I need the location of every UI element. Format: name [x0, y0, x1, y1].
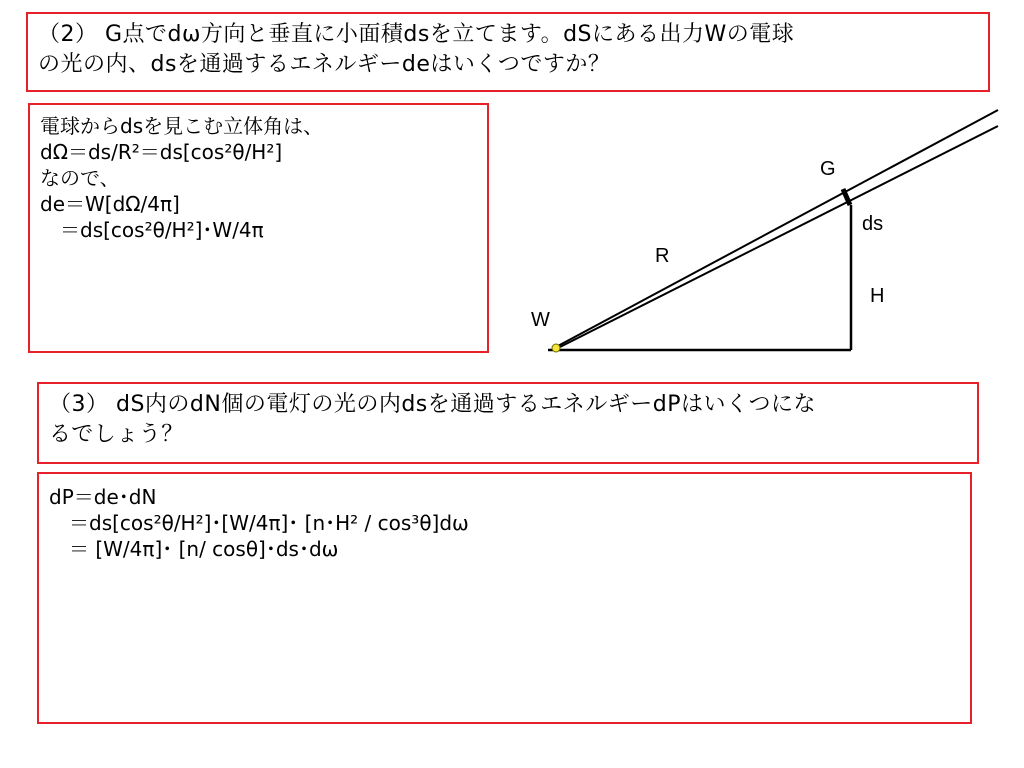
label-ds: ds: [862, 213, 884, 235]
question-3-line-2: るでしょう？: [49, 422, 184, 447]
answer-3-line-2: ＝ds[cos²θ/H²]･[W/4π]･ [n･H² / cos³θ]dω: [49, 511, 469, 535]
question-2-box: [26, 12, 990, 92]
answer-2-line-5: ＝ds[cos²θ/H²]･W/4π: [40, 218, 264, 242]
label-w: W: [531, 309, 550, 331]
answer-2-line-2: dΩ＝ds/R²＝ds[cos²θ/H²]: [40, 140, 283, 164]
answer-2-line-4: de＝W[dΩ/4π]: [40, 192, 180, 216]
label-h: H: [870, 285, 885, 307]
label-r: R: [655, 245, 670, 267]
answer-2-box: [28, 103, 489, 353]
question-2-line-1: （2） G点でdω方向と垂直に小面積dsを立てます。dSにある出力Wの電球: [38, 22, 795, 47]
answer-3-line-1: dP＝de･dN: [49, 485, 157, 509]
answer-2-line-1: 電球からdsを見こむ立体角は、: [40, 114, 324, 138]
answer-3-line-3: ＝ [W/4π]･ [n/ cosθ]･ds･dω: [49, 537, 339, 561]
bulb-icon: [552, 344, 560, 352]
question-2-line-2: の光の内、dsを通過するエネルギーdeはいくつですか？: [38, 52, 611, 77]
question-3-box: [37, 382, 979, 464]
ray-line-lower: [556, 126, 998, 349]
answer-3-box: [37, 472, 972, 724]
ray-line-upper: [556, 110, 998, 347]
label-g: G: [820, 158, 836, 180]
answer-2-line-3: なので、: [40, 166, 120, 190]
question-3-line-1: （3） dS内のdN個の電灯の光の内dsを通過するエネルギーdPはいくつにな: [49, 392, 817, 417]
geometry-diagram: [520, 100, 1010, 370]
